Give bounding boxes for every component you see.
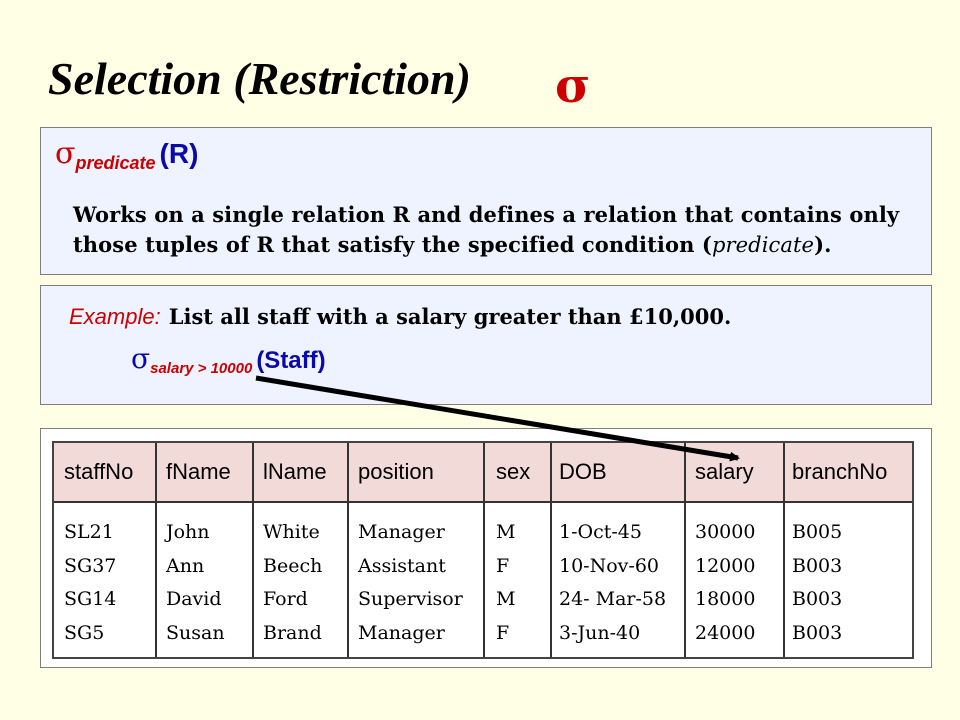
sigma-icon: σ	[131, 342, 151, 375]
query-predicate: salary > 10000	[150, 360, 253, 377]
column-header-lName: lName	[263, 459, 327, 484]
example-query	[131, 342, 326, 375]
table-cell: SG14	[64, 588, 117, 610]
definition-text-italic: predicate	[711, 233, 815, 257]
table-cell: White	[263, 521, 320, 543]
column-divider	[684, 443, 686, 657]
definition-text	[73, 200, 933, 260]
sigma-icon: σ	[55, 136, 76, 171]
definition-text-part1: Works on a single relation R and defines a relation that contains only those tuples of R that satisfy the specified condition (	[73, 202, 900, 257]
table-cell: B003	[792, 588, 843, 610]
definition-panel	[40, 127, 932, 275]
column-header-staffNo: staffNo	[64, 459, 134, 484]
table-cell: 24000	[695, 622, 756, 644]
table-cell: F	[496, 555, 510, 577]
column-header-DOB: DOB	[559, 459, 607, 484]
table-cell: 3-Jun-40	[559, 622, 641, 644]
table-cell: M	[496, 521, 516, 543]
table-cell: Ford	[263, 588, 308, 610]
staff-table	[52, 441, 914, 659]
table-cell: F	[496, 622, 510, 644]
column-divider	[483, 443, 485, 657]
table-cell: B003	[792, 555, 843, 577]
table-cell: Assistant	[358, 555, 446, 577]
example-text: List all staff with a salary greater than £10,000.	[168, 304, 732, 329]
column-divider	[550, 443, 552, 657]
table-cell: 30000	[695, 521, 756, 543]
column-header-fName: fName	[166, 459, 231, 484]
sigma-symbol: σ	[555, 58, 591, 114]
table-cell: Manager	[358, 622, 445, 644]
slide-title: Selection (Restriction)	[48, 53, 471, 104]
table-cell: SG5	[64, 622, 105, 644]
table-cell: 1-Oct-45	[559, 521, 642, 543]
column-divider	[347, 443, 349, 657]
table-cell: Ann	[166, 555, 205, 577]
table-cell: M	[496, 588, 516, 610]
predicate-subscript: predicate	[75, 153, 156, 173]
table-cell: 18000	[695, 588, 756, 610]
selection-notation	[55, 136, 198, 171]
table-cell: B005	[792, 521, 843, 543]
column-divider	[252, 443, 254, 657]
staff-table-panel	[40, 428, 932, 668]
table-cell: David	[166, 588, 222, 610]
table-cell: Manager	[358, 521, 445, 543]
column-header-sex: sex	[496, 459, 531, 484]
column-header-salary: salary	[695, 459, 754, 484]
example-label: Example:	[69, 304, 161, 329]
example-line	[69, 304, 731, 330]
table-cell: Beech	[263, 555, 323, 577]
table-cell: Susan	[166, 622, 225, 644]
table-cell: 10-Nov-60	[559, 555, 659, 577]
table-cell: Supervisor	[358, 588, 463, 610]
table-cell: SL21	[64, 521, 114, 543]
column-divider	[155, 443, 157, 657]
table-cell: 24- Mar-58	[559, 588, 667, 610]
relation-operand: (R)	[159, 138, 199, 169]
column-divider	[783, 443, 785, 657]
example-panel	[40, 285, 932, 405]
query-relation: (Staff)	[256, 347, 326, 374]
table-cell: SG37	[64, 555, 117, 577]
table-cell: John	[166, 521, 210, 543]
table-cell: Brand	[263, 622, 322, 644]
column-header-branchNo: branchNo	[792, 459, 888, 484]
column-header-position: position	[358, 459, 434, 484]
table-cell: 12000	[695, 555, 756, 577]
table-cell: B003	[792, 622, 843, 644]
definition-text-part2: ).	[814, 232, 832, 257]
header-divider	[54, 501, 912, 503]
